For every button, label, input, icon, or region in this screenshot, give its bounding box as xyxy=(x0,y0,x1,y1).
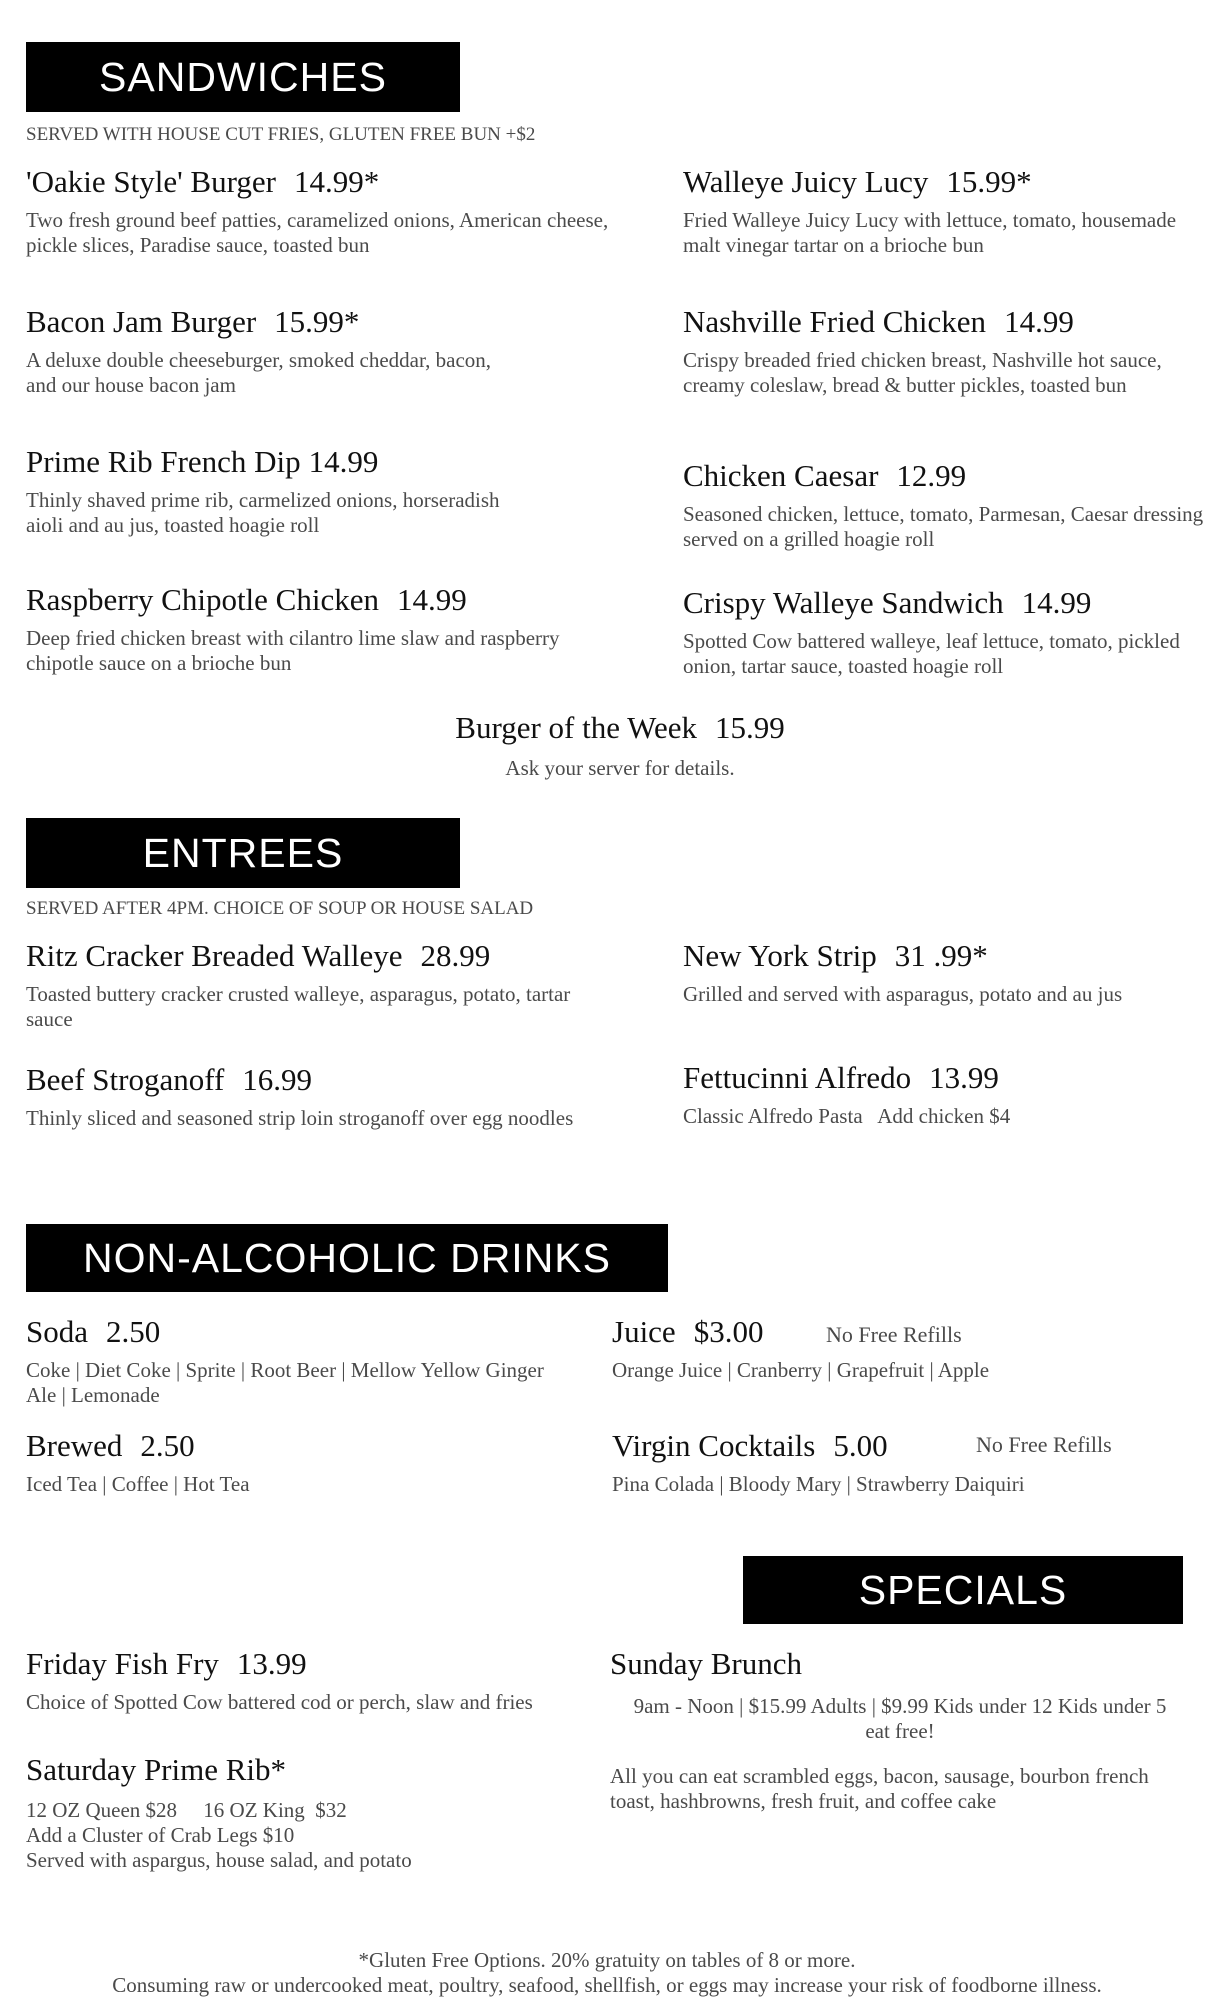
item-description: All you can eat scrambled eggs, bacon, sausage, bourbon french toast, hashbrowns, fresh fruit, and coffee cake xyxy=(610,1763,1149,1813)
special-saturday-prime-rib xyxy=(26,1752,606,1873)
saturday-sides: Served with aspargus, house salad, and potato xyxy=(26,1847,412,1872)
item-description: Spotted Cow battered walleye, leaf lettuce, tomato, pickled onion, tartar sauce, toasted hoagie roll xyxy=(683,628,1180,678)
sunday-hours: 9am - Noon | $15.99 Adults | $9.99 Kids under 12 Kids under 5 eat free! xyxy=(633,1693,1167,1743)
item-price: 2.50 xyxy=(140,1428,195,1463)
menu-item-prime-rib-dip xyxy=(26,444,546,538)
item-name: Fettucinni Alfredo xyxy=(683,1060,912,1095)
item-name: Chicken Caesar xyxy=(683,458,879,493)
item-description: Grilled and served with asparagus, potato and au jus xyxy=(683,981,1123,1006)
item-name: 'Oakie Style' Burger xyxy=(26,164,276,199)
menu-item-beef-stroganoff xyxy=(26,1062,626,1131)
item-price: 2.50 xyxy=(106,1314,161,1349)
item-name: Saturday Prime Rib* xyxy=(26,1752,287,1787)
item-name: Beef Stroganoff xyxy=(26,1062,225,1097)
menu-item-oakie-burger xyxy=(26,164,626,258)
item-description: Deep fried chicken breast with cilantro lime slaw and raspberry chipotle sauce on a brioche bun xyxy=(26,625,560,675)
item-price: 14.99 xyxy=(1021,585,1092,620)
entrees-note: SERVED AFTER 4PM. CHOICE OF SOUP OR HOUSE SALAD xyxy=(26,898,534,919)
item-description: Toasted buttery cracker crusted walleye, asparagus, potato, tartar sauce xyxy=(26,981,571,1031)
drinks-heading xyxy=(26,1224,668,1292)
item-name: Ritz Cracker Breaded Walleye xyxy=(26,938,403,973)
sandwiches-note: SERVED WITH HOUSE CUT FRIES, GLUTEN FREE BUN +$2 xyxy=(26,124,536,145)
specials-heading xyxy=(743,1556,1183,1624)
item-name: Friday Fish Fry xyxy=(26,1646,219,1681)
item-name: Bacon Jam Burger xyxy=(26,304,257,339)
item-description: Ask your server for details. xyxy=(505,755,735,780)
item-description: Seasoned chicken, lettuce, tomato, Parmesan, Caesar dressing served on a grilled hoagie roll xyxy=(683,501,1204,551)
entrees-heading xyxy=(26,818,460,888)
saturday-crab-addon: Add a Cluster of Crab Legs $10 xyxy=(26,1822,295,1847)
menu-item-nashville-chicken xyxy=(683,304,1203,398)
menu-item-raspberry-chipotle xyxy=(26,582,606,676)
item-price: 14.99 xyxy=(1004,304,1074,339)
menu-item-walleye-juicy-lucy xyxy=(683,164,1203,258)
menu-item-chicken-caesar xyxy=(683,458,1208,552)
drink-virgin-cocktails xyxy=(612,1428,1212,1497)
item-name: Sunday Brunch xyxy=(610,1646,803,1681)
menu-item-crispy-walleye xyxy=(683,585,1203,679)
menu-item-bacon-jam-burger xyxy=(26,304,546,398)
item-price: 13.99 xyxy=(236,1646,307,1681)
item-name: Burger of the Week xyxy=(455,710,697,745)
item-description: Orange Juice | Cranberry | Grapefruit | Apple xyxy=(612,1357,990,1382)
sandwiches-heading xyxy=(26,42,460,112)
item-name: Brewed xyxy=(26,1428,123,1463)
drink-soda xyxy=(26,1314,586,1408)
item-price: 14.99 xyxy=(397,582,467,617)
footer-food-safety-warning: Consuming raw or undercooked meat, poultry, seafood, shellfish, or eggs may increase your risk of foodborne illness. xyxy=(112,1973,1102,1997)
special-friday-fish-fry xyxy=(26,1646,586,1715)
special-sunday-brunch xyxy=(610,1646,1210,1814)
item-price: 15.99* xyxy=(946,164,1032,199)
item-description: Pina Colada | Bloody Mary | Strawberry Daiquiri xyxy=(612,1471,1025,1496)
item-description: Choice of Spotted Cow battered cod or perch, slaw and fries xyxy=(26,1689,533,1714)
item-price: $3.00 xyxy=(693,1314,764,1349)
item-price: 14.99 xyxy=(308,444,379,479)
drinks-heading-text: NON-ALCOHOLIC DRINKS xyxy=(82,1234,611,1281)
item-description: Fried Walleye Juicy Lucy with lettuce, tomato, housemade malt vinegar tartar on a brioche bun xyxy=(683,207,1177,257)
item-price: 28.99 xyxy=(420,938,491,973)
item-price: 5.00 xyxy=(833,1428,888,1463)
item-name: Walleye Juicy Lucy xyxy=(683,164,929,199)
item-name: Nashville Fried Chicken xyxy=(683,304,987,339)
footer-gluten-free-note: *Gluten Free Options. 20% gratuity on tables of 8 or more. xyxy=(358,1948,856,1972)
item-description: Thinly sliced and seasoned strip loin stroganoff over egg noodles xyxy=(26,1105,574,1130)
item-price: 14.99* xyxy=(293,164,380,199)
item-price: 16.99 xyxy=(242,1062,313,1097)
item-price: 13.99 xyxy=(929,1060,999,1095)
item-description: Iced Tea | Coffee | Hot Tea xyxy=(26,1471,250,1496)
specials-heading-text: SPECIALS xyxy=(858,1566,1068,1613)
menu-item-fettucinni-alfredo xyxy=(683,1060,1203,1129)
sandwiches-heading-text: SANDWICHES xyxy=(99,53,387,100)
item-description: Two fresh ground beef patties, caramelized onions, American cheese, pickle slices, Paradise sauce, toasted bun xyxy=(26,207,609,257)
item-name: Crispy Walleye Sandwich xyxy=(683,585,1004,620)
footer-disclaimer xyxy=(0,1948,1214,1998)
entrees-heading-text: ENTREES xyxy=(142,829,344,876)
item-description: Coke | Diet Coke | Sprite | Root Beer | Mellow Yellow Ginger Ale | Lemonade xyxy=(26,1357,544,1407)
cocktails-refill-note: No Free Refills xyxy=(976,1432,1112,1457)
saturday-sizes: 12 OZ Queen $28 16 OZ King $32 xyxy=(26,1797,347,1822)
burger-of-the-week xyxy=(300,710,940,781)
item-description: A deluxe double cheeseburger, smoked cheddar, bacon, and our house bacon jam xyxy=(26,347,492,397)
item-description: Thinly shaved prime rib, carmelized onions, horseradish aioli and au jus, toasted hoagie roll xyxy=(26,487,500,537)
menu-item-new-york-strip xyxy=(683,938,1203,1007)
item-description: Classic Alfredo Pasta Add chicken $4 xyxy=(683,1103,1011,1128)
juice-refill-note: No Free Refills xyxy=(826,1322,962,1347)
item-price: 12.99 xyxy=(896,458,967,493)
item-name: Soda xyxy=(26,1314,88,1349)
menu-item-ritz-walleye xyxy=(26,938,626,1032)
item-description: Crispy breaded fried chicken breast, Nashville hot sauce, creamy coleslaw, bread & butter pickles, toasted bun xyxy=(683,347,1162,397)
item-price: 31 .99* xyxy=(894,938,988,973)
drink-brewed xyxy=(26,1428,586,1497)
item-name: Juice xyxy=(612,1314,676,1349)
item-name: Prime Rib French Dip xyxy=(26,444,301,479)
item-price: 15.99* xyxy=(274,304,360,339)
item-price: 15.99 xyxy=(714,710,785,745)
item-name: Virgin Cocktails xyxy=(612,1428,816,1463)
item-name: Raspberry Chipotle Chicken xyxy=(26,582,379,617)
item-name: New York Strip xyxy=(683,938,877,973)
